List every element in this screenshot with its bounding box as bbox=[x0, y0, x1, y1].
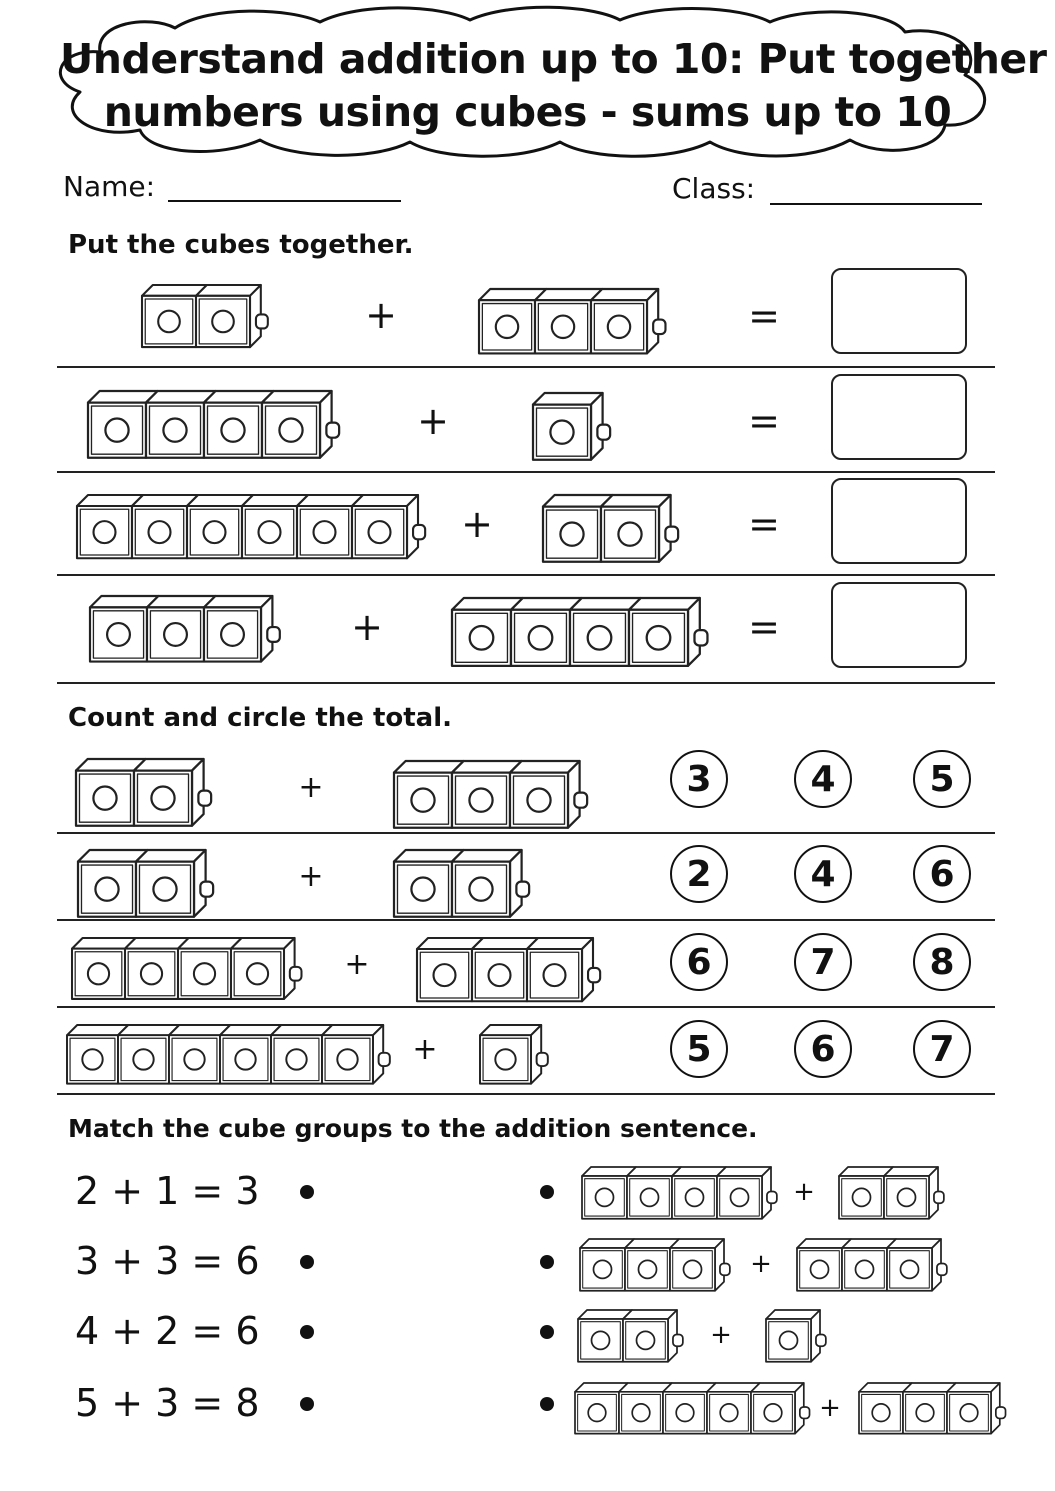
cube bbox=[196, 285, 268, 347]
plus-sign: + bbox=[365, 293, 397, 337]
cube-group-b bbox=[765, 1309, 829, 1363]
equals-sign: = bbox=[748, 399, 780, 443]
equals-sign: = bbox=[748, 502, 780, 546]
match-dot-right[interactable] bbox=[540, 1255, 554, 1269]
cube bbox=[601, 495, 678, 562]
cube-group-b bbox=[479, 1024, 551, 1085]
answer-choice[interactable]: 7 bbox=[794, 933, 852, 991]
plus-sign: + bbox=[351, 605, 383, 649]
cube bbox=[134, 759, 211, 826]
cube-group-a bbox=[579, 1238, 733, 1292]
cube bbox=[527, 938, 600, 1001]
cube bbox=[204, 596, 280, 662]
plus-sign: + bbox=[298, 859, 324, 894]
row-divider bbox=[57, 832, 995, 834]
cube-group-b bbox=[478, 288, 670, 354]
match-dot-left[interactable] bbox=[300, 1397, 314, 1411]
plus-sign: + bbox=[298, 770, 324, 805]
section1-heading: Put the cubes together. bbox=[68, 230, 414, 260]
answer-box[interactable] bbox=[831, 582, 967, 668]
cube-group-a bbox=[87, 390, 343, 459]
section-divider bbox=[57, 1093, 995, 1095]
cube bbox=[322, 1025, 390, 1084]
plus-sign: + bbox=[793, 1177, 815, 1207]
answer-choice[interactable]: 6 bbox=[670, 933, 728, 991]
cube bbox=[670, 1239, 730, 1291]
answer-box[interactable] bbox=[831, 478, 967, 564]
cube-group-b bbox=[542, 494, 682, 563]
answer-choice[interactable]: 7 bbox=[913, 1020, 971, 1078]
cube bbox=[262, 391, 339, 458]
cube-group-b bbox=[416, 937, 604, 1002]
addition-sentence: 4 + 2 = 6 bbox=[75, 1309, 260, 1353]
answer-choice[interactable]: 5 bbox=[913, 750, 971, 808]
cube bbox=[947, 1383, 1006, 1434]
cube bbox=[533, 393, 610, 460]
answer-choice[interactable]: 6 bbox=[794, 1020, 852, 1078]
plus-sign: + bbox=[417, 399, 449, 443]
cube-group-b bbox=[393, 760, 591, 829]
cube-group-a bbox=[89, 595, 284, 663]
cube bbox=[717, 1167, 777, 1219]
row-divider bbox=[57, 471, 995, 473]
row-divider bbox=[57, 366, 995, 368]
answer-box[interactable] bbox=[831, 268, 967, 354]
section-divider bbox=[57, 682, 995, 684]
equals-sign: = bbox=[748, 294, 780, 338]
cube bbox=[136, 850, 213, 917]
cube bbox=[480, 1025, 548, 1084]
plus-sign: + bbox=[461, 502, 493, 546]
class-label: Class: bbox=[672, 172, 756, 205]
cube bbox=[884, 1167, 944, 1219]
answer-choice[interactable]: 4 bbox=[794, 750, 852, 808]
match-dot-right[interactable] bbox=[540, 1397, 554, 1411]
section3-heading: Match the cube groups to the addition sentence. bbox=[68, 1114, 758, 1143]
worksheet-title-line-2: numbers using cubes - sums up to 10 bbox=[103, 88, 952, 136]
cube-group-b bbox=[393, 849, 533, 918]
name-line[interactable] bbox=[168, 200, 401, 202]
cube-group-a bbox=[76, 494, 429, 559]
cube bbox=[231, 938, 301, 999]
cube-group-b bbox=[858, 1382, 1009, 1435]
match-dot-left[interactable] bbox=[300, 1185, 314, 1199]
row-divider bbox=[57, 919, 995, 921]
cube bbox=[591, 289, 665, 353]
cube bbox=[751, 1383, 810, 1434]
cube-group-a bbox=[75, 758, 215, 827]
cube-group-a bbox=[577, 1309, 686, 1363]
plus-sign: + bbox=[344, 947, 370, 982]
addition-sentence: 2 + 1 = 3 bbox=[75, 1169, 260, 1213]
answer-choice[interactable]: 3 bbox=[670, 750, 728, 808]
addition-sentence: 3 + 3 = 6 bbox=[75, 1239, 260, 1283]
cube bbox=[887, 1239, 947, 1291]
row-divider bbox=[57, 574, 995, 576]
cube bbox=[623, 1310, 683, 1362]
title-cloud bbox=[0, 0, 1055, 170]
plus-sign: + bbox=[710, 1320, 732, 1350]
match-dot-left[interactable] bbox=[300, 1325, 314, 1339]
plus-sign: + bbox=[750, 1249, 772, 1279]
cube-group-a bbox=[141, 284, 272, 348]
plus-sign: + bbox=[412, 1032, 438, 1067]
addition-sentence: 5 + 3 = 8 bbox=[75, 1381, 260, 1425]
answer-choice[interactable]: 4 bbox=[794, 845, 852, 903]
cube-group-b bbox=[532, 392, 614, 461]
cube-group-b bbox=[796, 1238, 950, 1292]
cube bbox=[452, 850, 529, 917]
cube-group-a bbox=[77, 849, 217, 918]
cube bbox=[629, 598, 707, 666]
cube-group-a bbox=[581, 1166, 780, 1220]
equals-sign: = bbox=[748, 605, 780, 649]
cube-group-a bbox=[574, 1382, 813, 1435]
cube bbox=[766, 1310, 826, 1362]
worksheet-title-line-1: Understand addition up to 10: Put together bbox=[60, 35, 1047, 83]
answer-choice[interactable]: 2 bbox=[670, 845, 728, 903]
class-line[interactable] bbox=[770, 203, 982, 205]
cube bbox=[352, 495, 425, 558]
row-divider bbox=[57, 1006, 995, 1008]
cube-group-b bbox=[451, 597, 712, 667]
match-dot-left[interactable] bbox=[300, 1255, 314, 1269]
match-dot-right[interactable] bbox=[540, 1325, 554, 1339]
match-dot-right[interactable] bbox=[540, 1185, 554, 1199]
cube bbox=[510, 761, 587, 828]
answer-choice[interactable]: 6 bbox=[913, 845, 971, 903]
answer-box[interactable] bbox=[831, 374, 967, 460]
name-label: Name: bbox=[63, 170, 156, 203]
answer-choice[interactable]: 5 bbox=[670, 1020, 728, 1078]
cube-group-b bbox=[838, 1166, 947, 1220]
plus-sign: + bbox=[819, 1393, 841, 1423]
section2-heading: Count and circle the total. bbox=[68, 703, 452, 733]
cube-group-a bbox=[71, 937, 305, 1000]
answer-choice[interactable]: 8 bbox=[913, 933, 971, 991]
cube-group-a bbox=[66, 1024, 393, 1085]
